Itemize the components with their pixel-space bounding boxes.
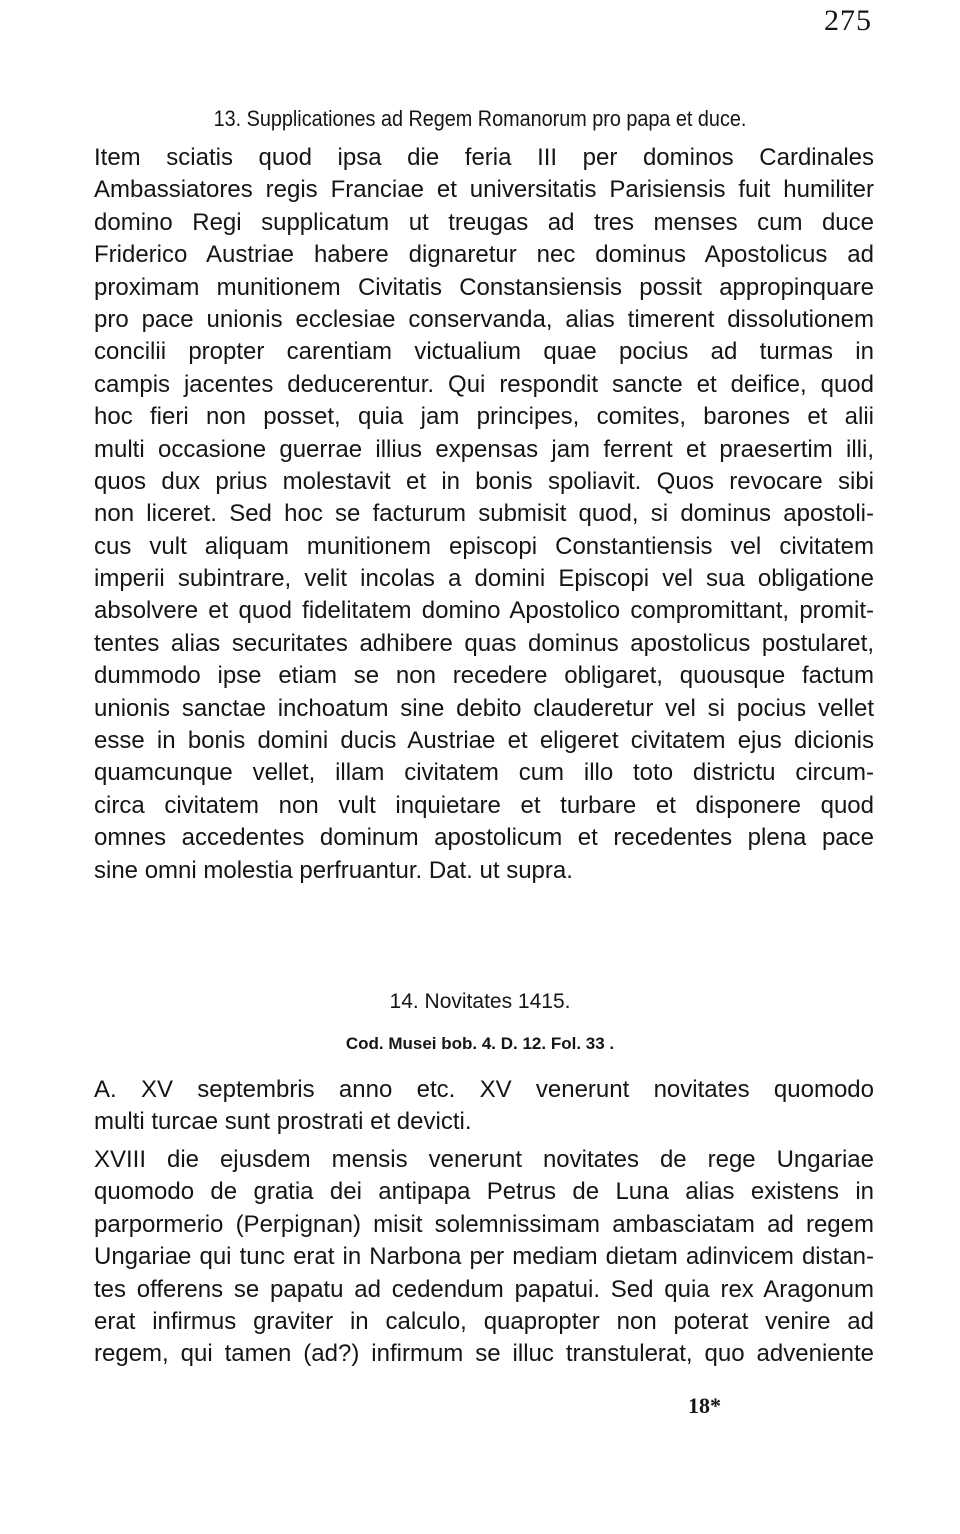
text-line: imperii subintrare, velit incolas a domini Episcopi vel sua obligatione bbox=[94, 565, 874, 593]
text-line: non liceret. Sed hoc se facturum submisit quod, si dominus apostoli- bbox=[94, 500, 874, 528]
text-line: campis jacentes deducerentur. Qui respondit sancte et deifice, quod bbox=[94, 370, 874, 398]
section-14-paragraph-2 bbox=[94, 1144, 874, 1371]
text-line: Ambassiatores regis Franciae et universitatis Parisiensis fuit humiliter bbox=[94, 176, 874, 204]
text-line: domino Regi supplicatum ut treugas ad tres menses cum duce bbox=[94, 208, 874, 236]
text-line: Friderico Austriae habere dignaretur nec dominus Apostolicus ad bbox=[94, 241, 874, 269]
text-line: multi turcae sunt prostrati et devicti. bbox=[94, 1108, 472, 1136]
codex-reference: Cod. Musei bob. 4. D. 12. Fol. 33 . bbox=[345, 1034, 615, 1053]
text-line: multi occasione guerrae illius expensas jam ferrent et praesertim illi, bbox=[94, 435, 874, 463]
text-line: omnes accedentes dominum apostolicum et recedentes plena pace bbox=[94, 824, 874, 852]
text-line: esse in bonis domini ducis Austriae et eligeret civitatem ejus dicionis bbox=[94, 727, 874, 755]
text-line: circa civitatem non vult inquietare et turbare et disponere quod bbox=[94, 791, 874, 819]
section-13-heading: 13. Supplicationes ad Regem Romanorum pro papa et duce. bbox=[213, 106, 747, 131]
text-line: dummodo ipse etiam se non recedere obligaret, quousque factum bbox=[94, 662, 874, 690]
page-number: 275 bbox=[824, 4, 872, 37]
section-13-paragraph bbox=[94, 142, 874, 887]
text-line: A. XV septembris anno etc. XV venerunt novitates quomodo bbox=[94, 1076, 874, 1103]
text-line: erat infirmus graviter in calculo, quapropter non poterat venire ad bbox=[94, 1307, 874, 1335]
text-line: quos dux prius molestavit et in bonis spoliavit. Quos revocare sibi bbox=[94, 467, 874, 495]
text-line: quomodo de gratia dei antipapa Petrus de Luna alias existens in bbox=[94, 1178, 874, 1206]
text-line: regem, qui tamen (ad?) infirmum se illuc transtulerat, quo adveniente bbox=[94, 1340, 874, 1368]
text-line: pro pace unionis ecclesiae conservanda, alias timerent dissolutionem bbox=[94, 305, 874, 333]
text-line: XVIII die ejusdem mensis venerunt novitates de rege Ungariae bbox=[94, 1146, 874, 1173]
text-line: hoc fieri non posset, quia jam principes, comites, barones et alii bbox=[94, 403, 874, 431]
signature-mark: 18* bbox=[688, 1393, 721, 1418]
text-line: tentes alias securitates adhibere quas dominus apostolicus postularet, bbox=[94, 629, 874, 657]
text-line: proximam munitionem Civitatis Constansiensis possit appropinquare bbox=[94, 273, 874, 301]
text-line: absolvere et quod fidelitatem domino Apostolico compromittant, promit- bbox=[94, 597, 874, 625]
text-line: cus vult aliquam munitionem episcopi Constantiensis vel civitatem bbox=[94, 532, 874, 560]
text-line: Ungariae qui tunc erat in Narbona per mediam dietam adinvicem distan- bbox=[94, 1243, 874, 1271]
section-14-heading: 14. Novitates 1415. bbox=[389, 990, 571, 1013]
text-line: concilii propter carentiam victualium quae pocius ad turmas in bbox=[94, 338, 874, 366]
text-line: quamcunque vellet, illam civitatem cum illo toto districtu circum- bbox=[94, 759, 874, 787]
text-line: parpormerio (Perpignan) misit solemnissimam ambasciatam ad regem bbox=[94, 1210, 874, 1238]
text-line: Item sciatis quod ipsa die feria III per dominos Cardinales bbox=[94, 144, 874, 171]
text-line: unionis sanctae inchoatum sine debito clauderetur vel si pocius vellet bbox=[94, 694, 874, 722]
text-line: tes offerens se papatu ad cedendum papatui. Sed quia rex Aragonum bbox=[94, 1275, 874, 1303]
section-14-paragraph-1 bbox=[94, 1074, 874, 1139]
text-line: sine omni molestia perfruantur. Dat. ut supra. bbox=[94, 856, 573, 884]
